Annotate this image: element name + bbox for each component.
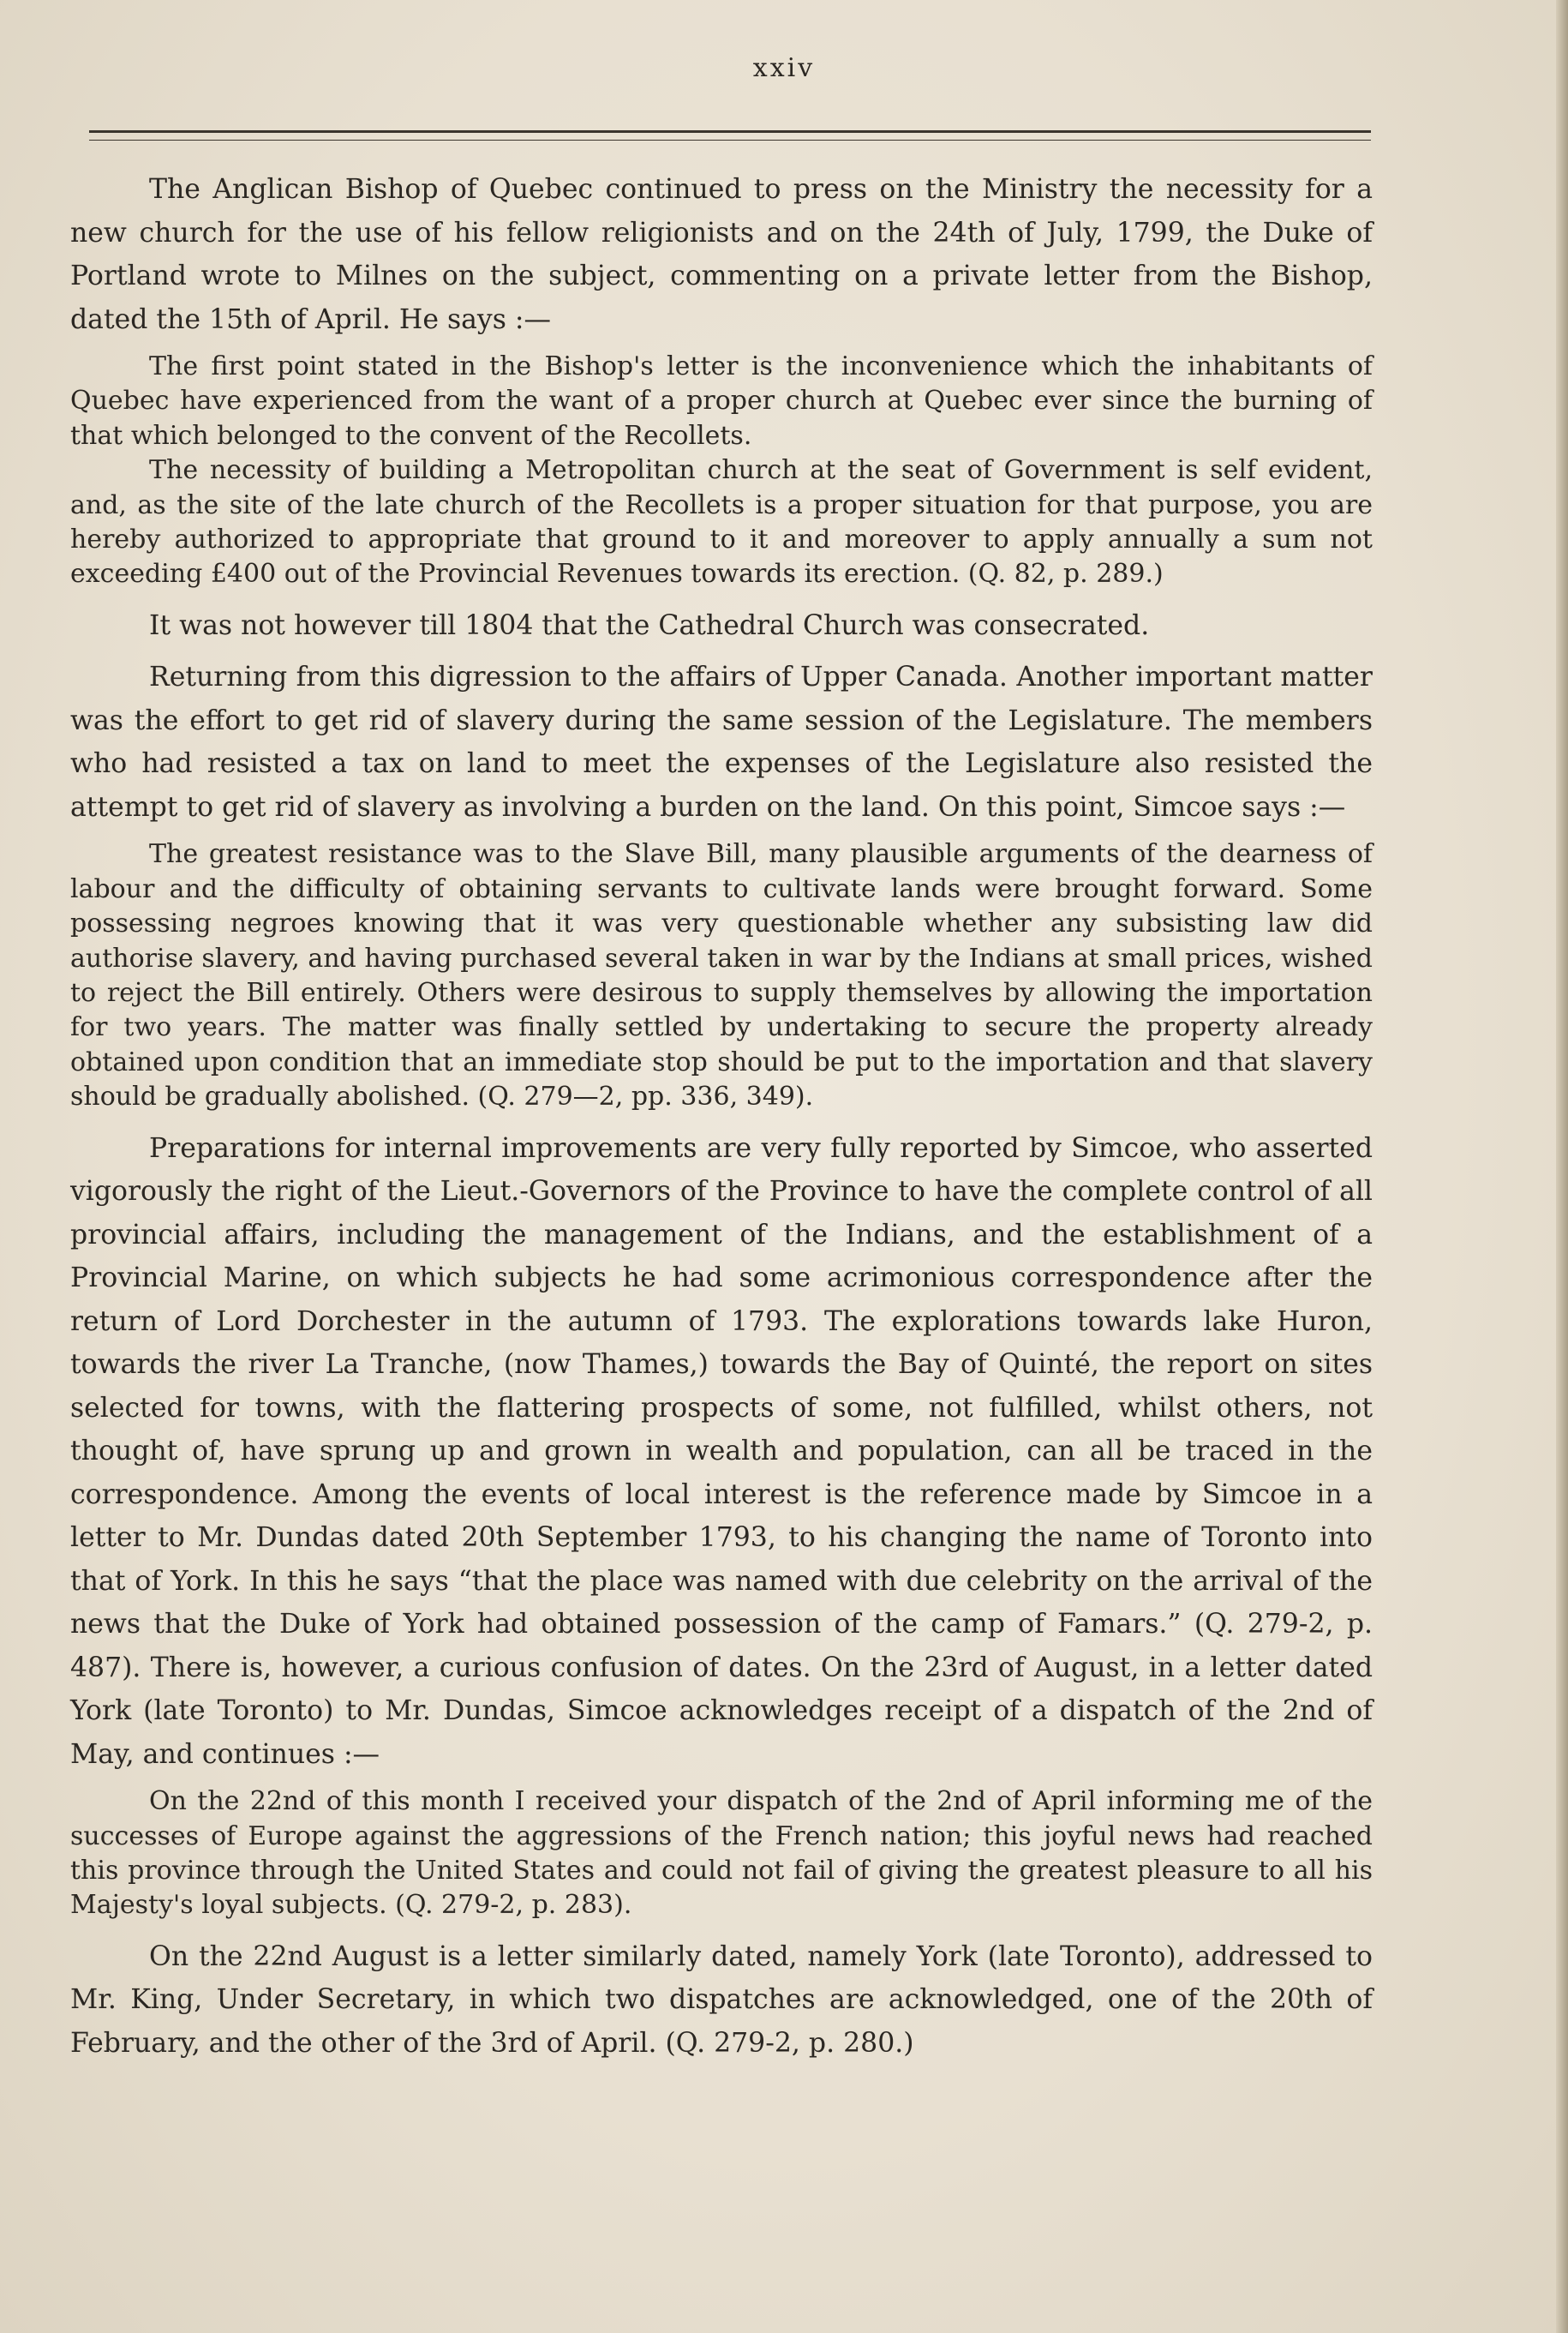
header-rule-thick <box>89 130 1371 133</box>
paragraph-slavery-legislature: Returning from this digression to the affairs of Upper Canada. Another important matter was the effort to get rid of slavery during the same session of the Legislature. The members who had resisted a tax on land to meet the expenses of the Legislature also resisted the attempt to get rid of slavery as involving a burden on the land. On this point, Simcoe says :— <box>70 662 1373 823</box>
paragraph-letter-mr-king: On the 22nd August is a letter similarly dated, namely York (late Toronto), addressed to Mr. King, Under Secretary, in which two dispatches are acknowledged, one of the 20th of February, and the other of the 3rd of April. (Q. 279-2, p. 280.) <box>70 1940 1373 2059</box>
header-rule-thin <box>89 140 1371 141</box>
paragraph-cathedral-consecrated: It was not however till 1804 that the Cathedral Church was consecrated. <box>149 609 1150 641</box>
quote-metropolitan-church: The necessity of building a Metropolitan church at the seat of Government is self evident, and, as the site of the late church of the Recollets is a proper situation for that purpose, you are hereby authorized to appropriate that ground to it and moreover to apply annually a sum not exceeding £400 out of the Provincial Revenues towards its erection. (Q. 82, p. 289.) <box>70 455 1373 590</box>
text-body <box>70 168 1373 2073</box>
quote-bishop-letter: The first point stated in the Bishop's letter is the inconvenience which the inhabitants of Quebec have experienced from the want of a proper church at Quebec ever since the burning of that which belonged to the convent of the Recollets. <box>70 351 1373 451</box>
page-edge <box>1556 0 1568 2333</box>
paragraph-internal-improvements: Preparations for internal improvements are very fully reported by Simcoe, who asserted vigorously the right of the Lieut.-Governors of the Province to have the complete control of all provincial affairs, including the management of the Indians, and the establishment of a Provincial Marine, on which subjects he had some acrimonious correspondence after the return of Lord Dorchester in the autumn of 1793. The explorations towards lake Huron, towards the river La Tranche, (now Thames,) towards the Bay of Quinté, the report on sites selected for towns, with the flattering prospects of some, not fulfilled, whilst others, not thought of, have sprung up and grown in wealth and population, can all be traced in the correspondence. Among the events of local interest is the reference made by Simcoe in a letter to Mr. Dundas dated 20th September 1793, to his changing the name of Toronto into that of York. In this he says “that the place was named with due celebrity on the arrival of the news that the Duke of York had obtained possession of the camp of Famars.” (Q. 279-2, p. 487). There is, however, a curious confusion of dates. On the 23rd of August, in a letter dated York (late Toronto) to Mr. Dundas, Simcoe acknowledges receipt of a dispatch of the 2nd of May, and continues :— <box>70 1132 1373 1770</box>
quote-dispatch-april: On the 22nd of this month I received your dispatch of the 2nd of April informing me of the successes of Europe against the aggressions of the French nation; this joyful news had reached this province through the United States and could not fail of giving the greatest pleasure to all his Majesty's loyal subjects. (Q. 279-2, p. 283). <box>70 1786 1373 1921</box>
quote-slave-bill: The greatest resistance was to the Slave Bill, many plausible arguments of the dearness of labour and the difficulty of obtaining servants to cultivate lands were brought forward. Some possessing negroes knowing that it was very questionable whether any subsisting law did authorise slavery, and having purchased several taken in war by the Indians at small prices, wished to reject the Bill entirely. Others were desirous to supply themselves by allowing the importation for two years. The matter was finally settled by undertaking to secure the property already obtained upon condition that an immediate stop should be put to the importation and that slavery should be gradually abolished. (Q. 279—2, pp. 336, 349). <box>70 839 1373 1113</box>
page-number: xxiv <box>752 53 816 83</box>
paragraph-bishop-quebec: The Anglican Bishop of Quebec continued to press on the Ministry the necessity for a new church for the use of his fellow religionists and on the 24th of July, 1799, the Duke of Portland wrote to Milnes on the subject, commenting on a private letter from the Bishop, dated the 15th of April. He says :— <box>70 174 1373 335</box>
